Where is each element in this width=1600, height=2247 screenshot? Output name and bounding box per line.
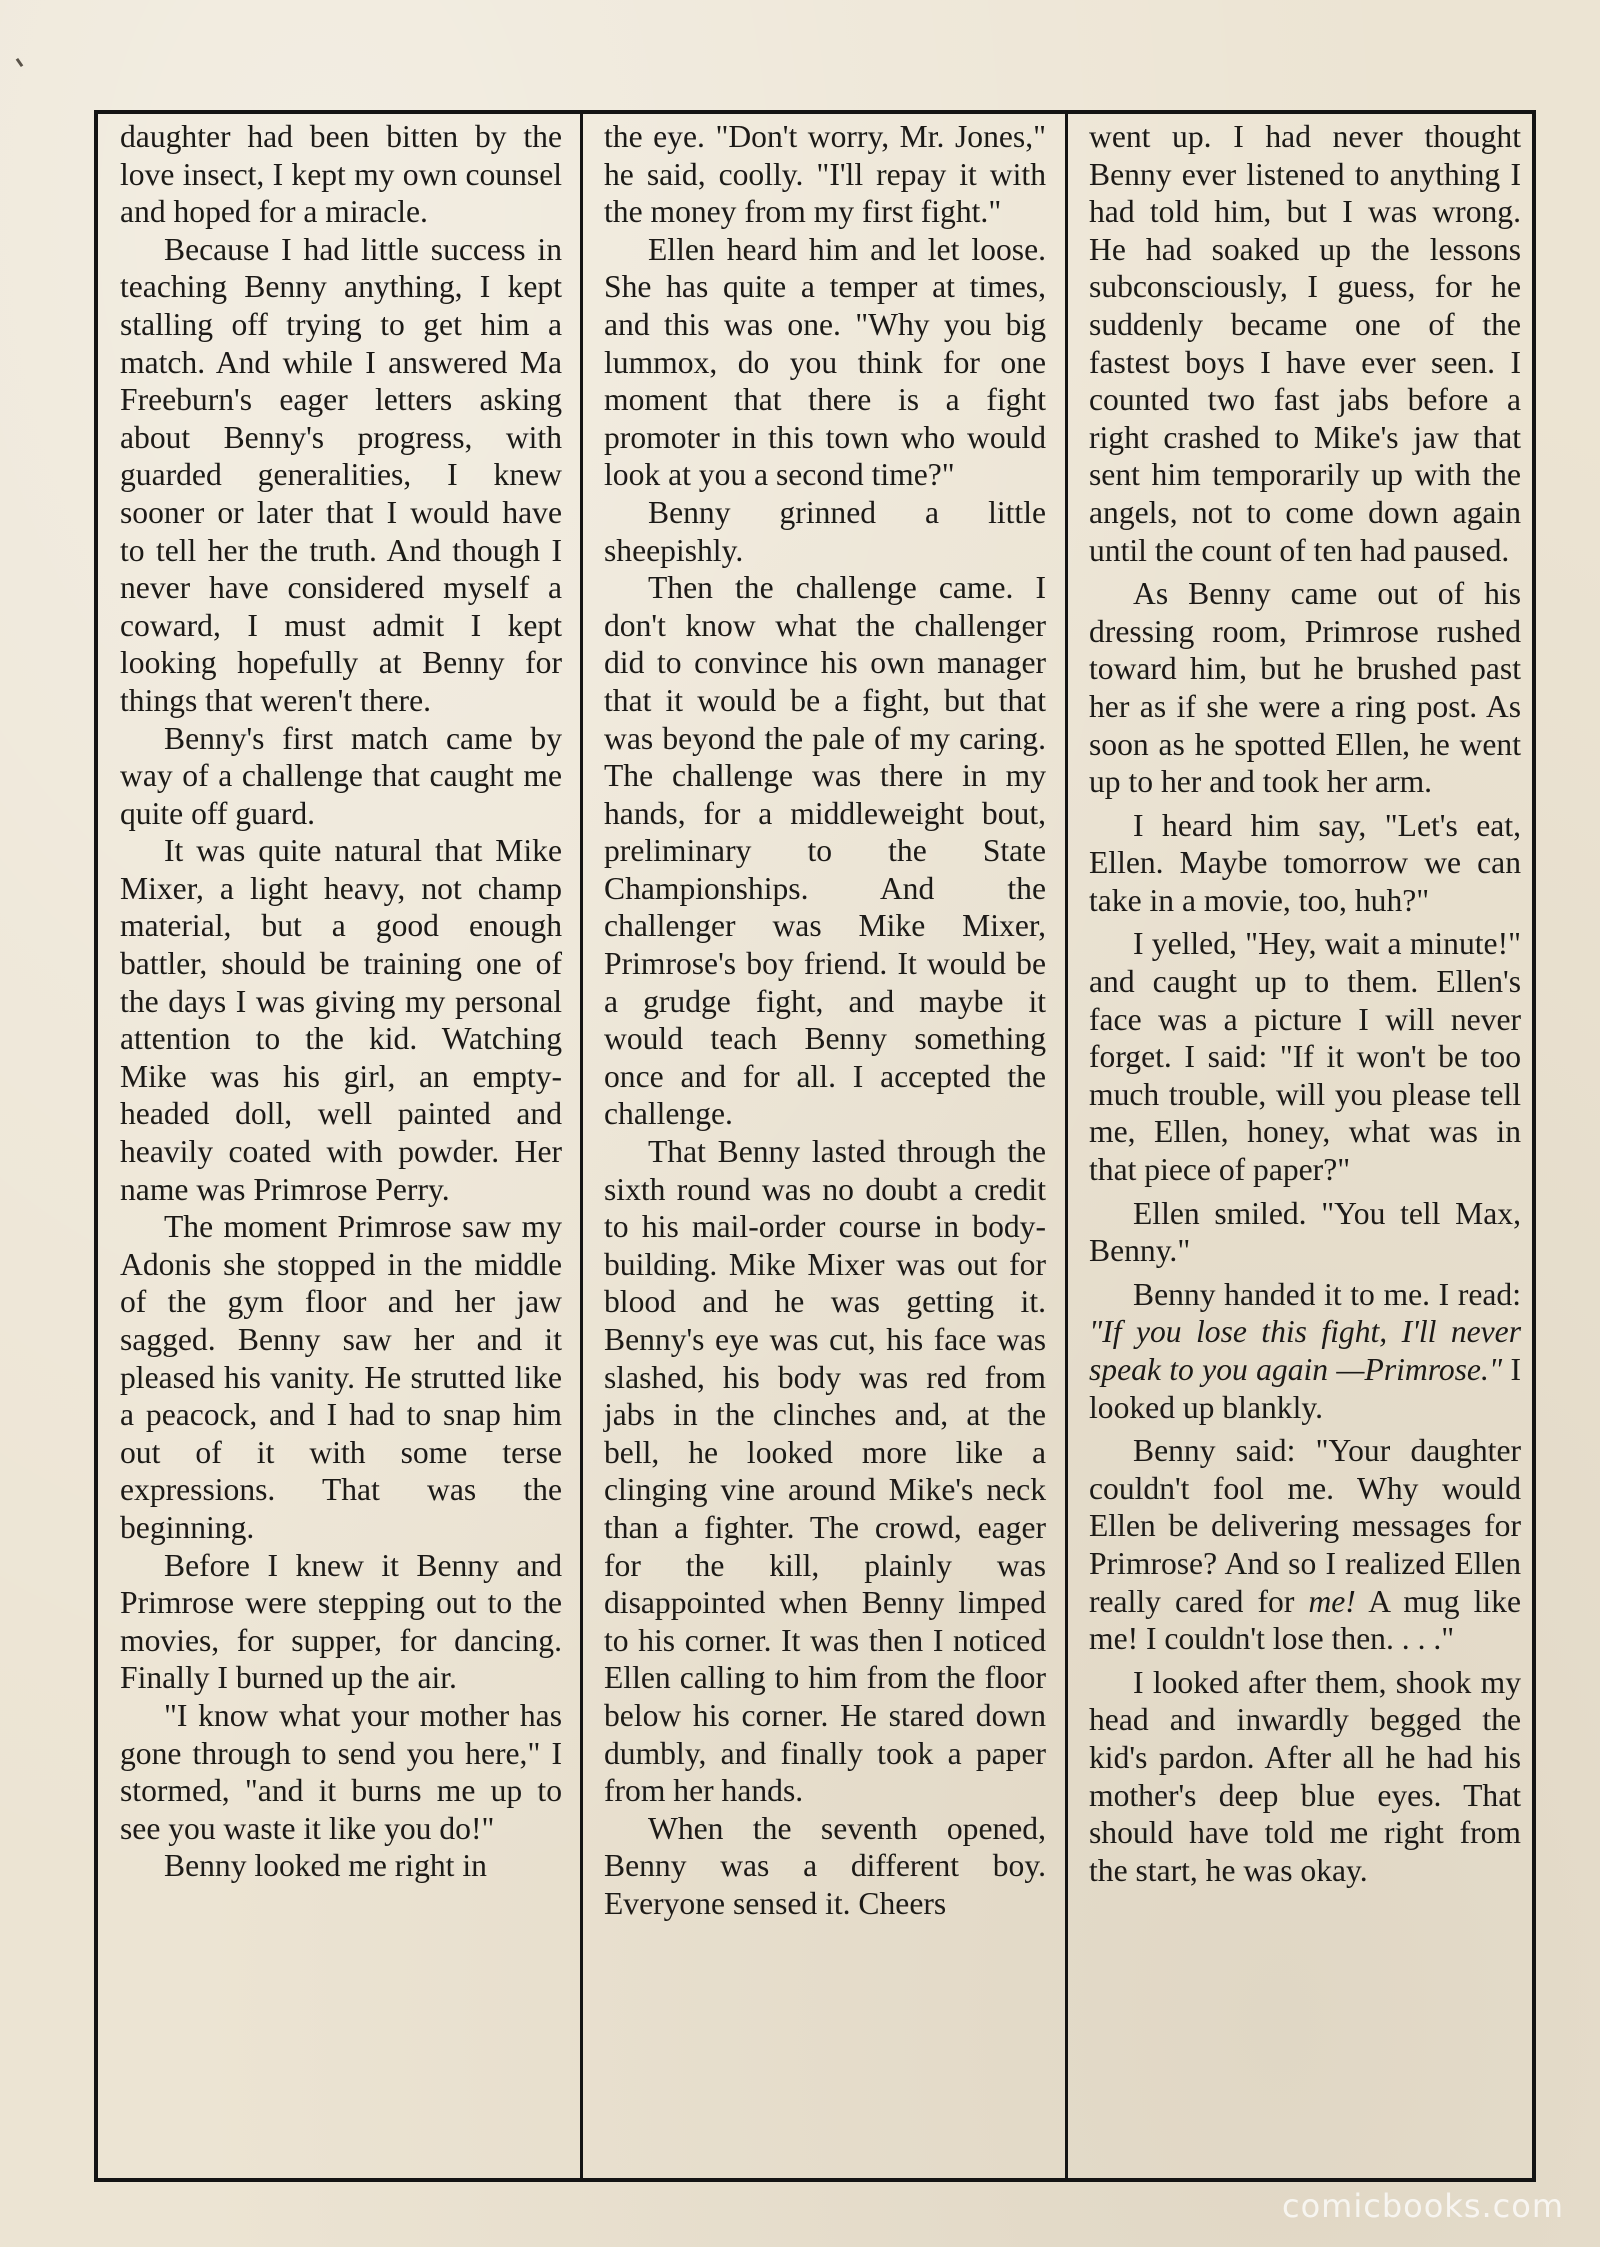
paragraph: I heard him say, "Let's eat, Ellen. Maybe tomorrow we can take in a movie, too, huh?" <box>1089 807 1521 918</box>
paragraph-note <box>1089 1276 1521 1426</box>
paragraph: That Benny lasted through the sixth round was no doubt a credit to his mail-order course in body-building. Mike Mixer was out for blood and he was getting it. Benny's eye was cut, his face was slashed, his body was red from jabs in the clinches and, at the bell, he looked more like a clinging vine around Mike's neck than a fighter. The crowd, eager for the kill, plainly was disappointed when Benny limped to his corner. It was then I noticed Ellen calling to him from the floor below his corner. He stared down dumbly, and finally took a paper from her hands. <box>604 1134 1046 1809</box>
paragraph: The moment Primrose saw my Adonis she stopped in the middle of the gym floor and her jaw sagged. Benny saw her and it pleased his vanity. He strutted like a peacock, and I had to snap him out of it with some terse expressions. That was the beginning. <box>120 1209 562 1545</box>
paragraph: I yelled, "Hey, wait a minute!" and caught up to them. Ellen's face was a picture I will never forget. I said: "If it won't be too much trouble, will you please tell me, Ellen, honey, what was in that piece of paper?" <box>1089 926 1521 1188</box>
paragraph: It was quite natural that Mike Mixer, a light heavy, not champ material, but a good enough battler, should be training one of the days I was giving my personal attention to the kid. Watching Mike was his girl, an empty-headed doll, well painted and heavily coated with powder. Her name was Primrose Perry. <box>120 833 562 1207</box>
text-frame <box>94 110 1536 2182</box>
paragraph: As Benny came out of his dressing room, Primrose rushed toward him, but he brushed past her as if she were a ring post. As soon as he spotted Ellen, he went up to her and took her arm. <box>1089 576 1521 800</box>
paragraph: daughter had been bitten by the love insect, I kept my own counsel and hoped for a miracle. <box>120 119 562 230</box>
column-1 <box>106 114 576 2178</box>
paragraph: Because I had little success in teaching Benny anything, I kept stalling off trying to get him a match. And while I answered Ma Freeburn's eager letters asking about Benny's progress, with guarded generalities, I knew sooner or later that I would have to tell her the truth. And though I never have considered myself a coward, I must admit I kept looking hopefully at Benny for things that weren't there. <box>120 231 562 718</box>
watermark-text: comicbooks.com <box>1281 2187 1564 2225</box>
paragraph: "I know what your mother has gone through to send you here," I stormed, "and it burns me up to see you waste it like you do!" <box>120 1697 562 1846</box>
paragraph: When the seventh opened, Benny was a different boy. Everyone sensed it. Cheers <box>604 1810 1046 1921</box>
column-rule-right <box>1065 114 1068 2178</box>
paragraph: Benny looked me right in <box>164 1848 487 1884</box>
paragraph: I looked after them, shook my head and inwardly begged the kid's pardon. After all he had his mother's deep blue eyes. That should have told me right from the start, he was okay. <box>1089 1664 1521 1888</box>
benny-text-2: A mug like me! I couldn't lose then. . . ." <box>1089 1583 1521 1657</box>
paragraph-benny <box>1089 1432 1521 1658</box>
paragraph: went up. I had never thought Benny ever listened to anything I had told him, but I was wrong. He had soaked up the lessons subconsciously, I guess, for he suddenly became one of the fastest boys I have ever seen. I counted two fast jabs before a right crashed to Mike's jaw that sent him temporarily up with the angels, not to come down again until the count of ten had paused. <box>1089 119 1521 568</box>
column-rule-left <box>580 114 583 2178</box>
paragraph: Then the challenge came. I don't know what the challenger did to convince his own manager that it would be a fight, but that was beyond the pale of my caring. The challenge was there in my hands, for a middleweight bout, preliminary to the State Championships. And the challenger was Mike Mixer, Primrose's boy friend. It would be a grudge fight, and maybe it would teach Benny something once and for all. I accepted the challenge. <box>604 570 1046 1132</box>
note-quote: "If you lose this fight, I'll never speak to you again —Primrose." <box>1089 1314 1521 1387</box>
paragraph: Benny grinned a little sheepishly. <box>604 494 1046 568</box>
paragraph: Benny's first match came by way of a challenge that caught me quite off guard. <box>120 720 562 831</box>
benny-emphasis: me! <box>1308 1583 1356 1619</box>
paragraph: the eye. "Don't worry, Mr. Jones," he said, coolly. "I'll repay it with the money from my first fight." <box>604 119 1046 230</box>
benny-text-1: Benny said: "Your daughter couldn't fool me. Why would Ellen be delivering messages for Primrose? And so I realized Ellen really cared for <box>1089 1433 1521 1619</box>
note-lead: Benny handed it to me. I read: <box>1133 1276 1521 1312</box>
column-3 <box>1075 114 1535 2178</box>
paragraph: Ellen smiled. "You tell Max, Benny." <box>1089 1195 1521 1269</box>
paragraph: Before I knew it Benny and Primrose were stepping out to the movies, for supper, for dancing. Finally I burned up the air. <box>120 1547 562 1696</box>
paragraph: Ellen heard him and let loose. She has quite a temper at times, and this was one. "Why you big lummox, do you think for one moment that there is a fight promoter in this town who would look at you a second time?" <box>604 231 1046 493</box>
column-2 <box>590 114 1060 2178</box>
note-tail: I looked up blankly. <box>1089 1352 1521 1425</box>
